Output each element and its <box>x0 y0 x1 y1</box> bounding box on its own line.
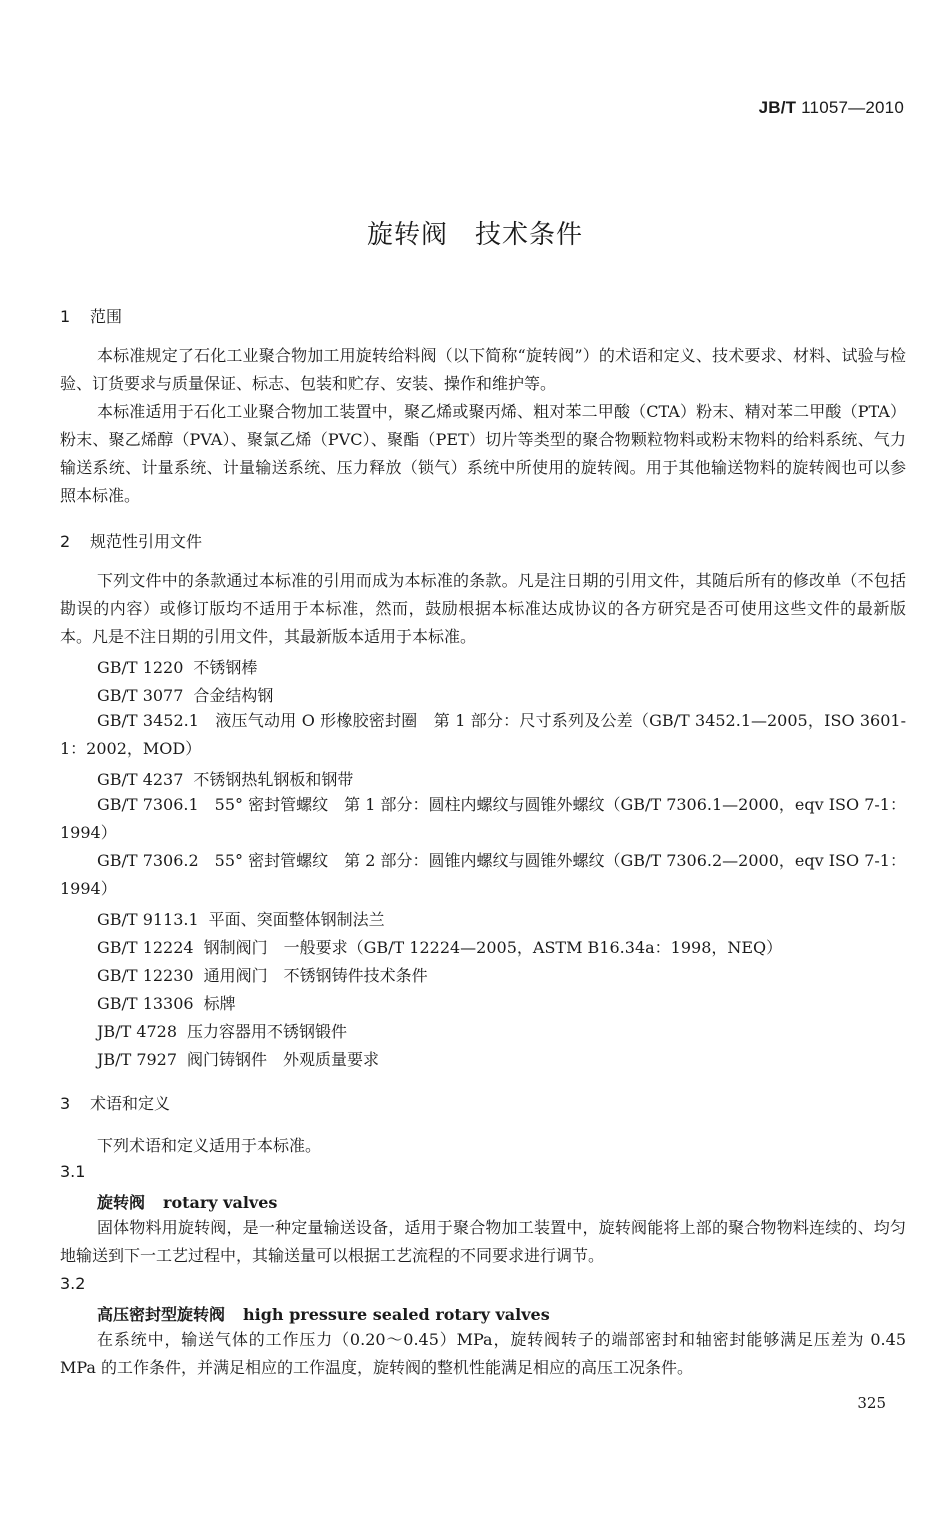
reference-item: GB/T 3077 合金结构钢 <box>97 686 274 705</box>
term-number: 3.1 <box>60 1162 86 1181</box>
term-heading: 旋转阀 rotary valves <box>97 1193 278 1212</box>
reference-item: GB/T 12230 通用阀门 不锈钢铸件技术条件 <box>97 966 428 985</box>
section-1-heading: 1 范围 <box>60 307 123 326</box>
section-1-paragraph-1: 本标准规定了石化工业聚合物加工用旋转给料阀（以下简称“旋转阀”）的术语和定义、技术要求、材料、试验与检验、订货要求与质量保证、标志、包装和贮存、安装、操作和维护等。 <box>60 346 906 393</box>
reference-item: GB/T 12224 钢制阀门 一般要求（GB/T 12224—2005，ASTM B16.34a：1998，NEQ） <box>97 938 783 957</box>
term-heading: 高压密封型旋转阀 high pressure sealed rotary valves <box>97 1305 550 1324</box>
code-prefix: JB/T <box>758 98 797 117</box>
reference-item: JB/T 4728 压力容器用不锈钢锻件 <box>97 1022 348 1041</box>
document-code <box>759 98 904 118</box>
reference-item: GB/T 7306.1 55° 密封管螺纹 第 1 部分：圆柱内螺纹与圆锥外螺纹（GB/T 7306.1—2000，eqv ISO 7-1：1994） <box>60 795 906 842</box>
code-number: 11057—2010 <box>801 98 904 117</box>
reference-item: GB/T 4237 不锈钢热轧钢板和钢带 <box>97 770 354 789</box>
section-1-paragraph-2: 本标准适用于石化工业聚合物加工装置中，聚乙烯或聚丙烯、粗对苯二甲酸（CTA）粉末、精对苯二甲酸（PTA）粉末、聚乙烯醇（PVA）、聚氯乙烯（PVC）、聚酯（PET）切片等类型的聚合物颗粒物料或粉末物料的给料系统、气力输送系统、计量系统、计量输送系统、压力释放（锁气）系统中所使用的旋转阀。用于其他输送物料的旋转阀也可以参照本标准。 <box>60 402 906 505</box>
document-title: 旋转阀 技术条件 <box>366 220 583 250</box>
term-definition: 固体物料用旋转阀，是一种定量输送设备，适用于聚合物加工装置中，旋转阀能将上部的聚合物物料连续的、均匀地输送到下一工艺过程中，其输送量可以根据工艺流程的不同要求进行调节。 <box>60 1218 906 1265</box>
term-number: 3.2 <box>60 1274 86 1293</box>
section-2-intro: 下列文件中的条款通过本标准的引用而成为本标准的条款。凡是注日期的引用文件，其随后所有的修改单（不包括勘误的内容）或修订版均不适用于本标准，然而，鼓励根据本标准达成协议的各方研究是否可使用这些文件的最新版本。凡是不注日期的引用文件，其最新版本适用于本标准。 <box>60 571 906 646</box>
reference-item: GB/T 3452.1 液压气动用 O 形橡胶密封圈 第 1 部分：尺寸系列及公差（GB/T 3452.1—2005，ISO 3601-1：2002，MOD） <box>60 711 906 758</box>
reference-item: JB/T 7927 阀门铸钢件 外观质量要求 <box>97 1050 380 1069</box>
section-3-intro: 下列术语和定义适用于本标准。 <box>97 1136 322 1155</box>
reference-item: GB/T 13306 标牌 <box>97 994 236 1013</box>
section-3-heading: 3 术语和定义 <box>60 1094 171 1113</box>
page-number: 325 <box>857 1394 886 1412</box>
section-2-heading: 2 规范性引用文件 <box>60 532 203 551</box>
reference-item: GB/T 1220 不锈钢棒 <box>97 658 258 677</box>
reference-item: GB/T 7306.2 55° 密封管螺纹 第 2 部分：圆锥内螺纹与圆锥外螺纹（GB/T 7306.2—2000，eqv ISO 7-1：1994） <box>60 851 906 898</box>
reference-item: GB/T 9113.1 平面、突面整体钢制法兰 <box>97 910 385 929</box>
term-definition: 在系统中，输送气体的工作压力（0.20～0.45）MPa，旋转阀转子的端部密封和轴密封能够满足压差为 0.45 MPa 的工作条件，并满足相应的工作温度，旋转阀的整机性能满足相应的高压工况条件。 <box>60 1330 906 1377</box>
